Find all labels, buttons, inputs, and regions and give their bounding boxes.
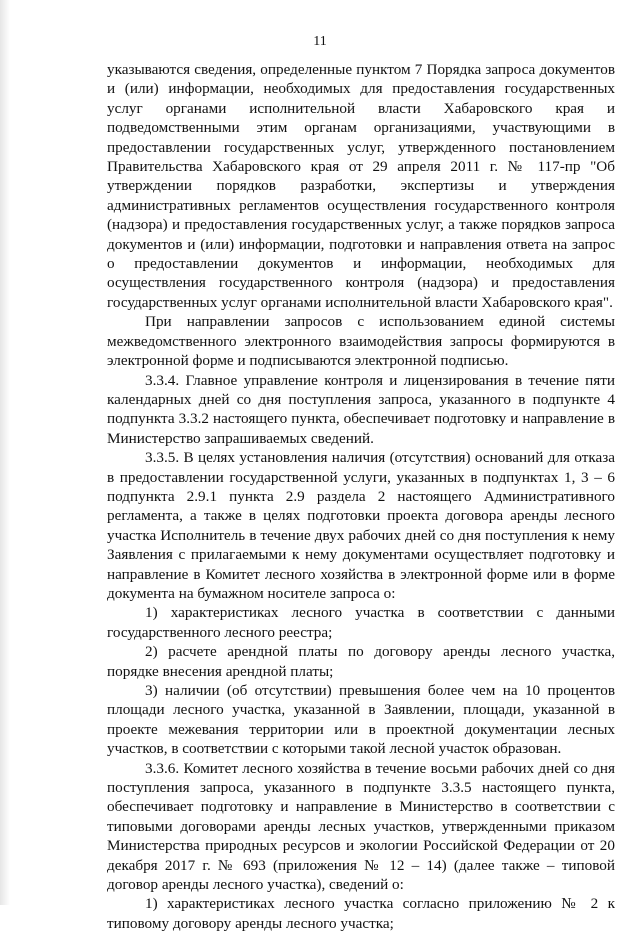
document-body [107,60,615,933]
scan-edge-shadow [0,0,10,905]
paragraph: 3.3.4. Главное управление контроля и лицензирования в течение пяти календарных дней со дня поступления запроса, указанного в подпункте 4 подпункта 3.3.2 настоящего пункта, обеспечивает подготовку и направление в Министерство запрашиваемых сведений. [107,371,615,447]
paragraph: При направлении запросов с использованием единой системы межведомственного электронного взаимодействия запросы формируются в электронной форме и подписываются электронной подписью. [107,313,615,370]
list-item: 2) расчете арендной платы по договору аренды лесного участка, порядке внесения арендной платы; [107,643,615,680]
paragraph: 3.3.6. Комитет лесного хозяйства в течение восьми рабочих дней со дня поступления запроса, указанного в подпункте 3.3.5 настоящего пункта, обеспечивает подготовку и направление в Министерство в соответствии с типовыми договорами аренды лесных участков, утвержденными приказом Министерства природных ресурсов и экологии Российской Федерации от 20 декабря 2017 г. № 693 (приложения № 12 – 14) (далее также – типовой договор аренды лесного участка), сведений о: [107,759,615,894]
list-item: 1) характеристиках лесного участка согласно приложению № 2 к типовому договору аренды лесного участка; [107,895,615,932]
list-item: 3) наличии (об отсутствии) превышения более чем на 10 процентов площади лесного участка, указанной в Заявлении, площади, указанной в проекте межевания территории или в проектной документации лесных участков, в соответствии с которыми такой лесной участок образован. [107,682,615,758]
paragraph: указываются сведения, определенные пунктом 7 Порядка запроса документов и (или) информации, необходимых для предоставления государственных услуг органами исполнительной власти Хабаровского края и подведомственными этим органам организациями, участвующими в предоставлении государственных услуг, утвержденного постановлением Правительства Хабаровского края от 29 апреля 2011 г. № 117-пр "Об утверждении порядков разработки, экспертизы и утверждения административных регламентов осуществления государственного контроля (надзора) и предоставления государственных услуг, а также порядков запроса документов и (или) информации, подготовки и направления ответа на запрос о предоставлении документов и информации, необходимых для осуществления государственного контроля (надзора) и предоставления государственных услуг органами исполнительной власти Хабаровского края". [107,61,615,311]
page-number: 11 [313,34,327,49]
paragraph: 3.3.5. В целях установления наличия (отсутствия) оснований для отказа в предоставлении государственной услуги, указанных в подпунктах 1, 3 – 6 подпункта 2.9.1 пункта 2.9 раздела 2 настоящего Административного регламента, а также в целях подготовки проекта договора аренды лесного участка Исполнитель в течение двух рабочих дней со дня поступления к нему Заявления с прилагаемыми к нему документами осуществляет подготовку и направление в Комитет лесного хозяйства в электронной форме или в форме документа на бумажном носителе запроса о: [107,449,615,602]
list-item: 1) характеристиках лесного участка в соответствии с данными государственного лесного реестра; [107,604,615,641]
